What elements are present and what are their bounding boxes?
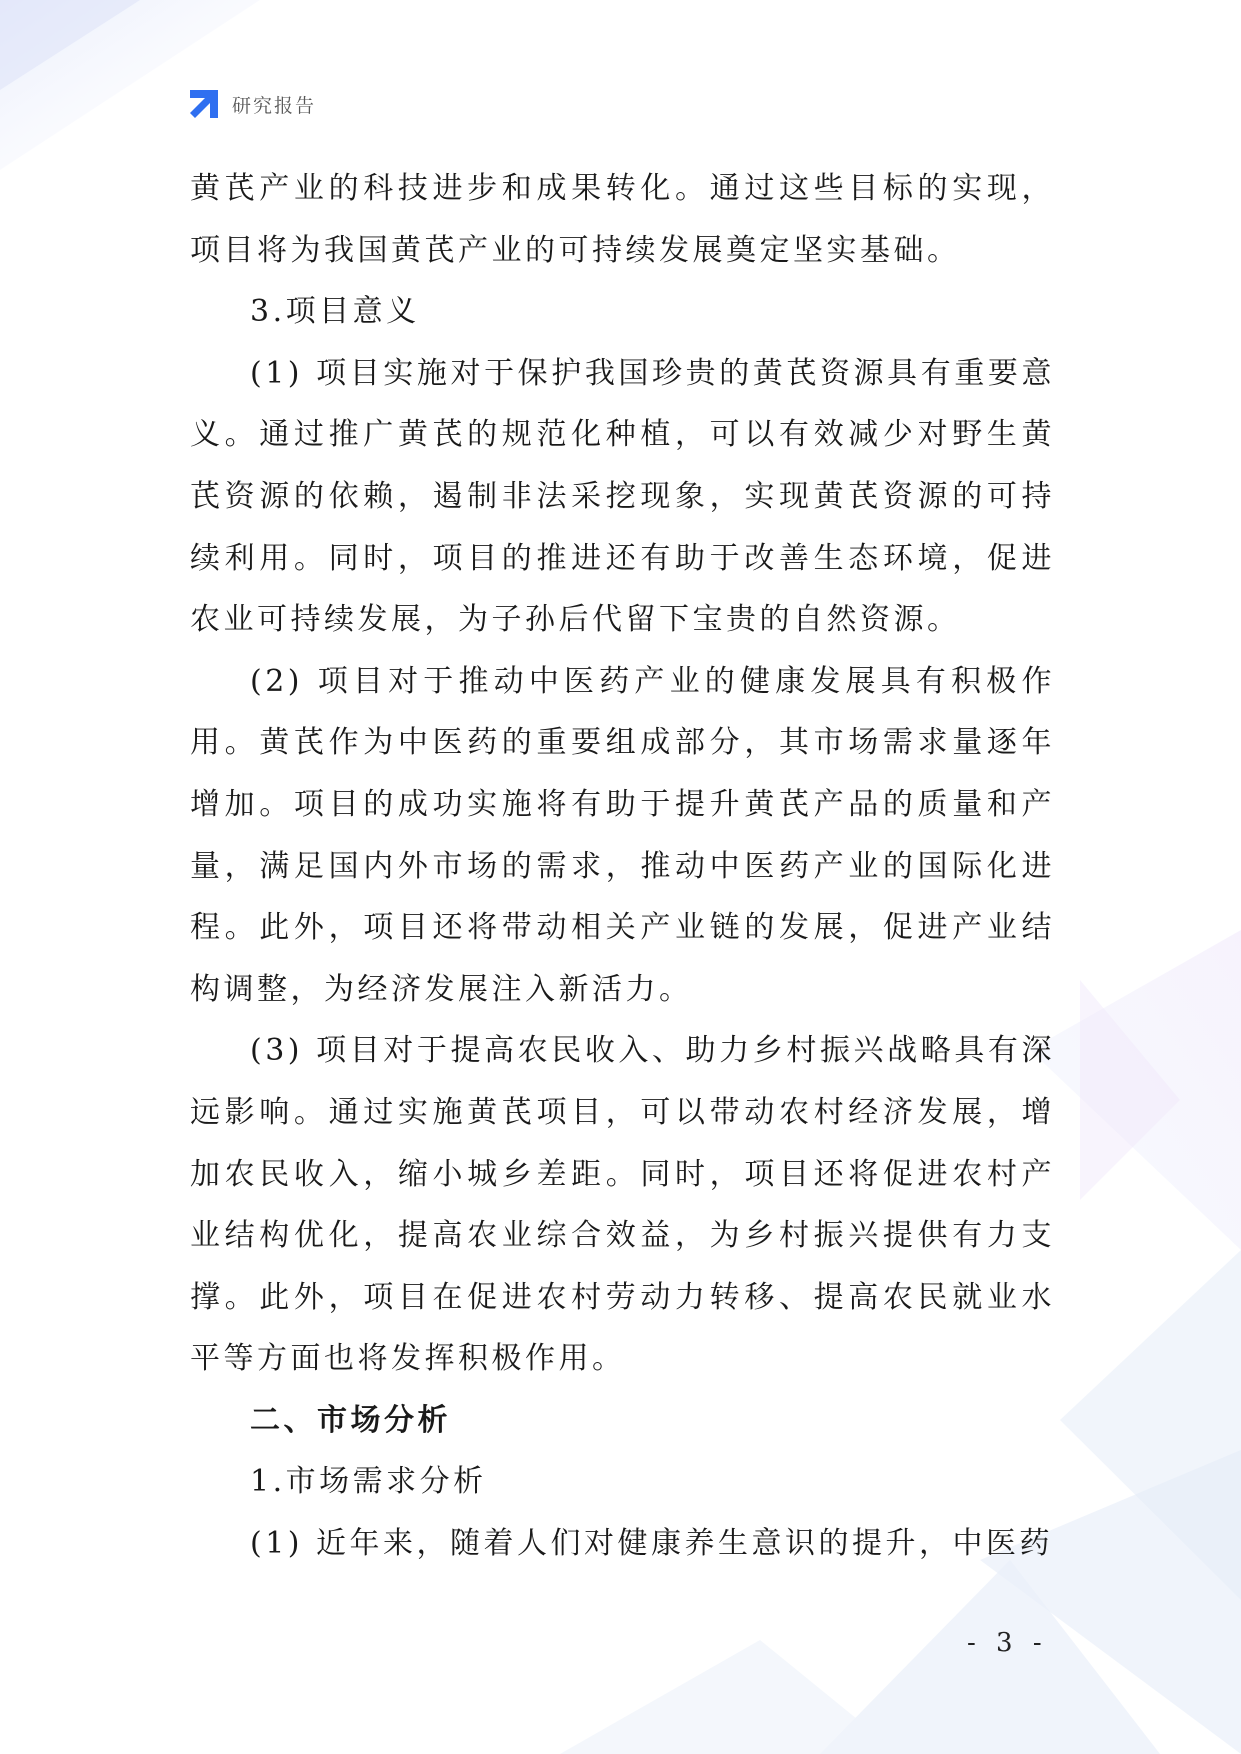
report-label: 研究报告 (232, 94, 317, 117)
document-body (190, 158, 1055, 1575)
paragraph-intro-continuation: 黄芪产业的科技进步和成果转化。通过这些目标的实现，项目将为我国黄芪产业的可持续发展奠定坚实基础。 (190, 171, 1055, 268)
report-header (186, 86, 316, 122)
paragraph-significance-1: (1) 项目实施对于保护我国珍贵的黄芪资源具有重要意义。通过推广黄芪的规范化种植，可以有效减少对野生黄芪资源的依赖，遏制非法采挖现象，实现黄芪资源的可持续利用。同时，项目的推进还有助于改善生态环境，促进农业可持续发展，为子孙后代留下宝贵的自然资源。 (190, 355, 1055, 638)
paragraph-significance-2: (2) 项目对于推动中医药产业的健康发展具有积极作用。黄芪作为中医药的重要组成部分，其市场需求量逐年增加。项目的成功实施将有助于提升黄芪产品的质量和产量，满足国内外市场的需求，推动中医药产业的国际化进程。此外，项目还将带动相关产业链的发展，促进产业结构调整，为经济发展注入新活力。 (190, 663, 1055, 1007)
section-heading-project-significance: 3.项目意义 (250, 294, 420, 330)
section-heading-market-demand: 1.市场需求分析 (250, 1464, 487, 1500)
paragraph-market-demand-1: (1) 近年来，随着人们对健康养生意识的提升，中医药 (250, 1526, 1054, 1562)
page-number: - 3 - (967, 1628, 1048, 1658)
paragraph-significance-3: (3) 项目对于提高农民收入、助力乡村振兴战略具有深远影响。通过实施黄芪项目，可以带动农村经济发展，增加农民收入，缩小城乡差距。同时，项目还将促进农村产业结构优化，提高农业综合效益，为乡村振兴提供有力支撑。此外，项目在促进农村劳动力转移、提高农民就业水平等方面也将发挥积极作用。 (190, 1033, 1055, 1377)
arrow-up-right-icon (186, 86, 222, 122)
chapter-heading-market-analysis: 二、市场分析 (250, 1402, 451, 1438)
